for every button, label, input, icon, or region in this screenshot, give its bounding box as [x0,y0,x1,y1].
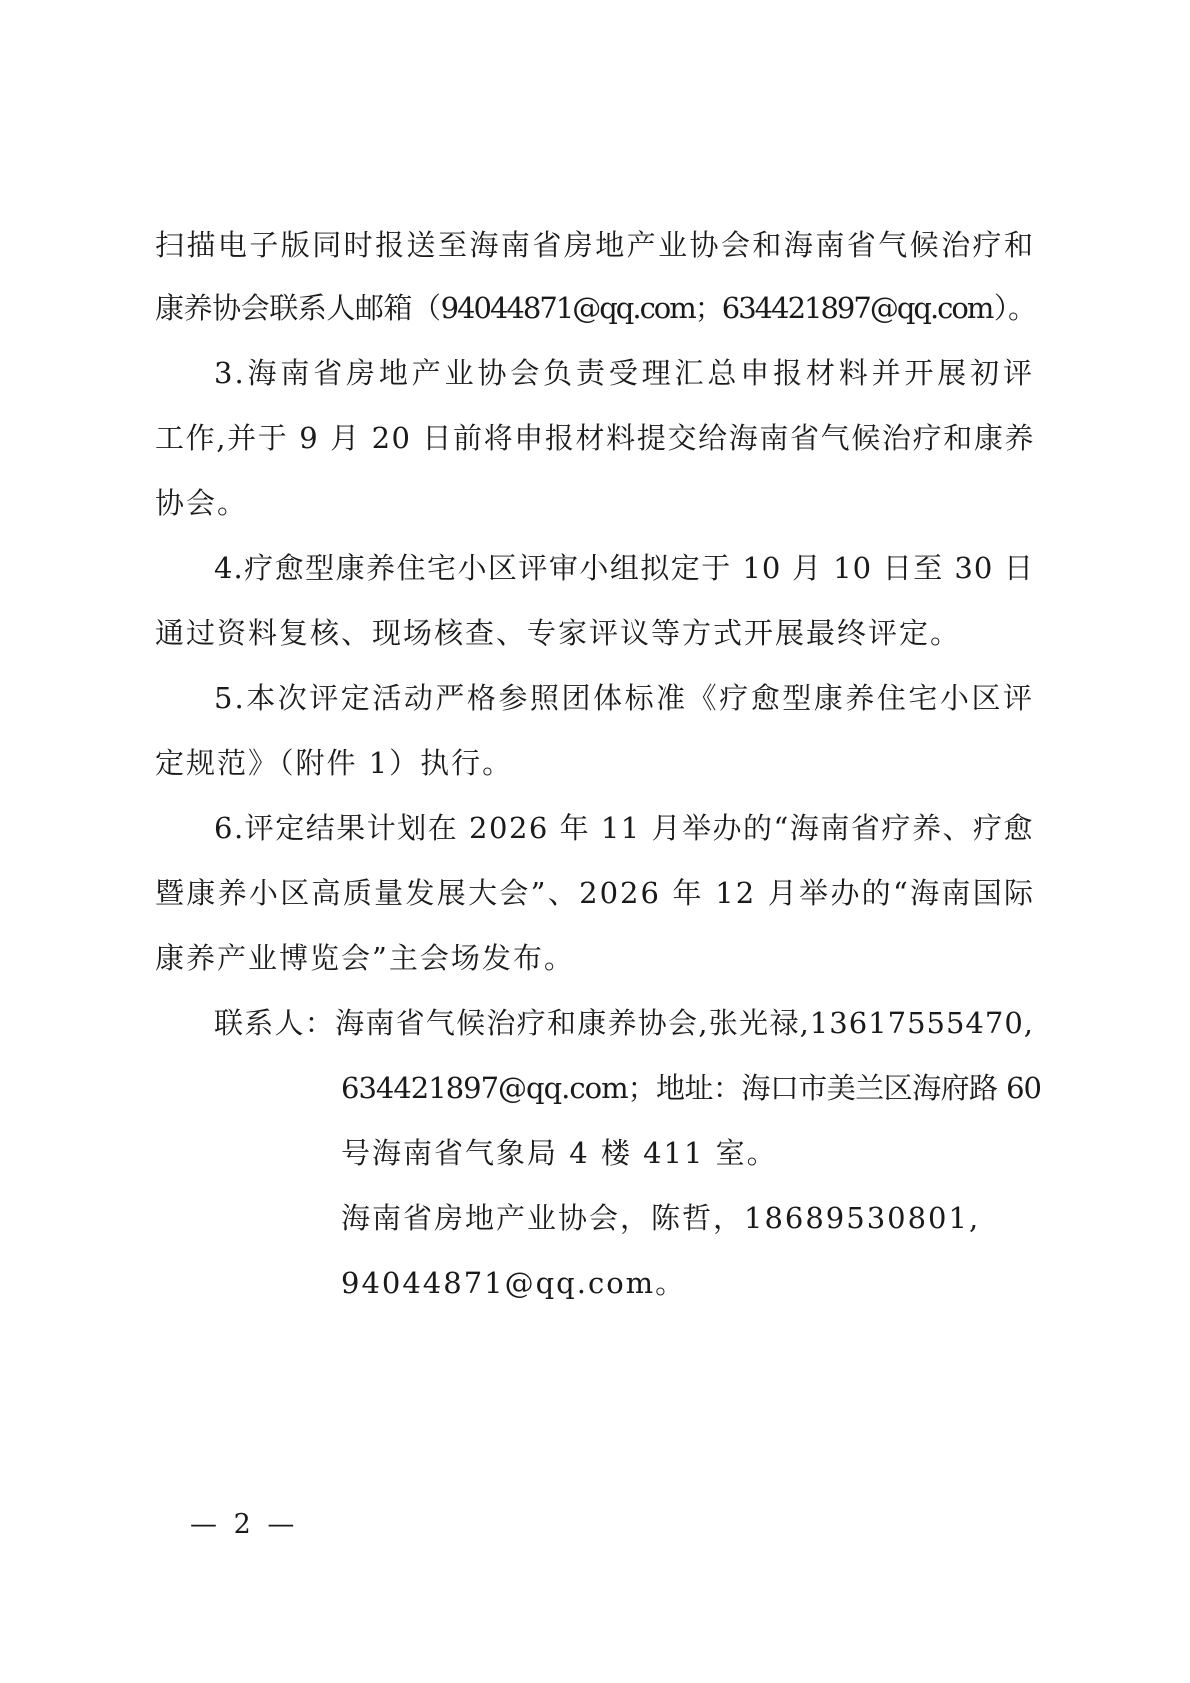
body-line: 4.疗愈型康养住宅小区评审小组拟定于 10 月 10 日至 30 日 [214,551,1034,585]
page-number: — 2 — [190,1509,299,1540]
contact-line: 联系人：海南省气候治疗和康养协会,张光禄,13617555470, [214,1006,1034,1040]
body-line: 协会。 [155,486,249,520]
body-line: 扫描电子版同时报送至海南省房地产业协会和海南省气候治疗和 [155,228,1035,262]
body-line: 3.海南省房地产业协会负责受理汇总申报材料并开展初评 [214,356,1034,390]
body-line: 工作,并于 9 月 20 日前将申报材料提交给海南省气候治疗和康养 [155,421,1035,455]
body-line: 暨康养小区高质量发展大会”、2026 年 12 月举办的“海南国际 [155,876,1035,910]
contact-line: 海南省房地产业协会，陈哲，18689530801, [341,1201,981,1235]
contact-line: 634421897@qq.com；地址：海口市美兰区海府路 60 [341,1071,1041,1105]
body-line: 通过资料复核、现场核查、专家评议等方式开展最终评定。 [155,616,962,650]
body-line: 康养协会联系人邮箱（94044871@qq.com；634421897@qq.com）。 [155,291,1035,325]
body-line: 5.本次评定活动严格参照团体标准《疗愈型康养住宅小区评 [214,681,1034,715]
contact-line: 号海南省气象局 4 楼 411 室。 [341,1136,778,1170]
body-line: 康养产业博览会”主会场发布。 [155,941,575,975]
body-line: 定规范》（附件 1）执行。 [155,746,514,780]
contact-line: 94044871@qq.com。 [341,1266,687,1300]
body-line: 6.评定结果计划在 2026 年 11 月举办的“海南省疗养、疗愈 [214,811,1034,845]
